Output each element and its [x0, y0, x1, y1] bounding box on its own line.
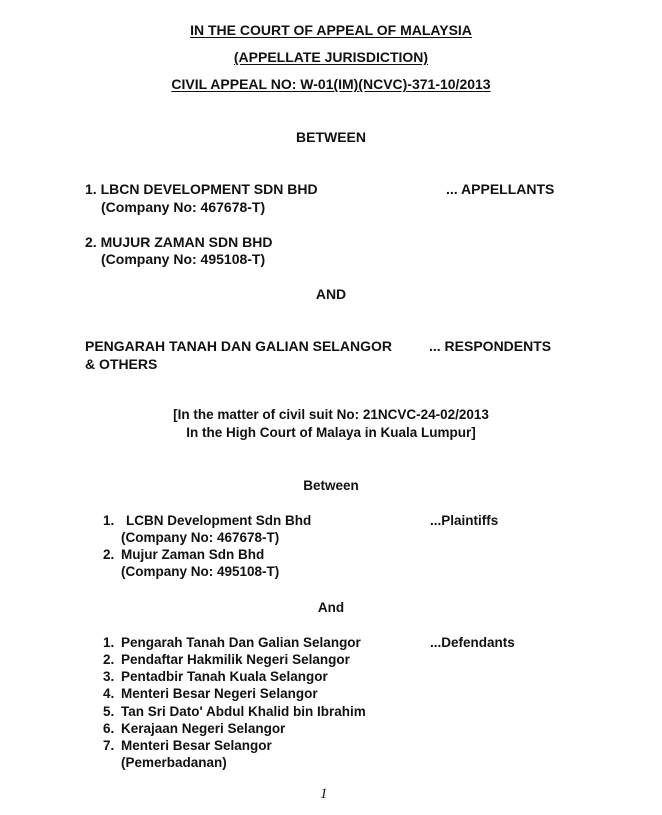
defendant-6-name: Kerajaan Negeri Selangor	[121, 721, 286, 736]
defendant-7-line-2: (Pemerbadanan)	[121, 755, 227, 770]
appeal-number: CIVIL APPEAL NO: W-01(IM)(NCVC)-371-10/2013	[171, 76, 491, 92]
defendant-7-name: Menteri Besar Selangor	[121, 738, 272, 753]
defendant-5-num: 5.	[103, 704, 115, 719]
defendant-1-num: 1.	[103, 635, 115, 650]
between-heading: BETWEEN	[296, 129, 366, 145]
defendant-4-num: 4.	[103, 686, 115, 701]
matter-line-1: [In the matter of civil suit No: 21NCVC-24-02/2013	[173, 407, 489, 422]
defendant-3-num: 3.	[103, 669, 115, 684]
respondent-name: PENGARAH TANAH DAN GALIAN SELANGOR	[85, 338, 392, 354]
defendant-5-name: Tan Sri Dato' Abdul Khalid bin Ibrahim	[121, 704, 366, 719]
defendants-role: ...Defendants	[430, 635, 515, 650]
defendant-6-num: 6.	[103, 721, 115, 736]
appellant-1-name: 1. LBCN DEVELOPMENT SDN BHD	[85, 181, 318, 197]
matter-line-2: In the High Court of Malaya in Kuala Lumpur]	[186, 425, 476, 440]
plaintiff-2-num: 2.	[103, 547, 115, 562]
defendant-2-name: Pendaftar Hakmilik Negeri Selangor	[121, 652, 350, 667]
and-heading: AND	[315, 286, 347, 302]
plaintiff-1-num: 1.	[103, 513, 115, 528]
respondent-others: & OTHERS	[85, 356, 158, 372]
and-subheading: And	[317, 600, 345, 615]
defendant-7-num: 7.	[103, 738, 115, 753]
plaintiffs-role: ...Plaintiffs	[430, 513, 499, 528]
appellant-1-company: (Company No: 467678-T)	[101, 199, 266, 215]
between-subheading: Between	[303, 478, 359, 493]
defendant-1-name: Pengarah Tanah Dan Galian Selangor	[121, 635, 361, 650]
respondents-role: ... RESPONDENTS	[429, 338, 552, 354]
appellant-2-name: 2. MUJUR ZAMAN SDN BHD	[85, 234, 273, 250]
jurisdiction-title: (APPELLATE JURISDICTION)	[233, 49, 429, 65]
appellant-2-company: (Company No: 495108-T)	[101, 251, 266, 267]
defendant-2-num: 2.	[103, 652, 115, 667]
plaintiff-2-company: (Company No: 495108-T)	[121, 564, 280, 579]
defendant-4-name: Menteri Besar Negeri Selangor	[121, 686, 318, 701]
court-title: IN THE COURT OF APPEAL OF MALAYSIA	[190, 22, 472, 38]
plaintiff-1-company: (Company No: 467678-T)	[121, 530, 280, 545]
page-number: 1	[320, 786, 328, 802]
plaintiff-2-name: Mujur Zaman Sdn Bhd	[121, 547, 265, 562]
defendant-3-name: Pentadbir Tanah Kuala Selangor	[121, 669, 328, 684]
appellants-role: ... APPELLANTS	[446, 181, 555, 197]
plaintiff-1-name: LCBN Development Sdn Bhd	[126, 513, 312, 528]
